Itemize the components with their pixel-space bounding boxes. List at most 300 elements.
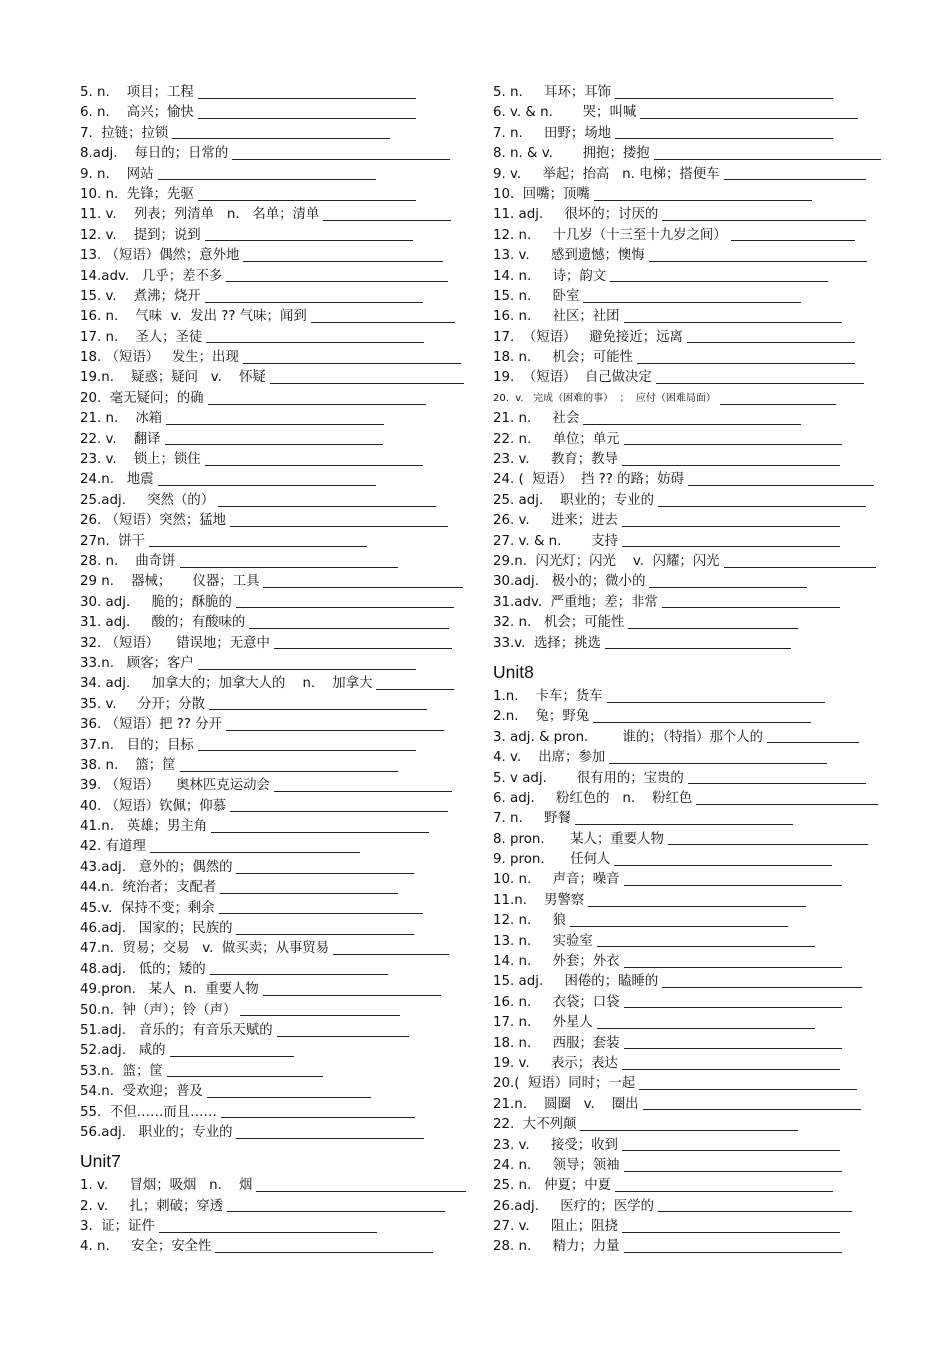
vocab-item: [80, 756, 470, 776]
answer-blank[interactable]: [206, 342, 424, 343]
answer-blank[interactable]: [165, 444, 383, 445]
answer-blank[interactable]: [270, 383, 464, 384]
vocab-prompt: 54.n. 受欢迎；普及: [80, 1084, 203, 1100]
vocab-item: [80, 572, 470, 592]
answer-blank[interactable]: [622, 1232, 840, 1233]
vocab-item: [493, 789, 883, 809]
vocab-item: [493, 267, 883, 287]
vocab-prompt: 8. n. & v. 拥抱；搂抱: [493, 146, 650, 162]
vocab-item: [493, 707, 883, 727]
answer-blank[interactable]: [639, 1089, 857, 1090]
answer-blank[interactable]: [588, 906, 806, 907]
vocab-item: [493, 1237, 883, 1257]
answer-blank[interactable]: [624, 967, 842, 968]
vocab-item: [493, 83, 883, 103]
answer-blank[interactable]: [198, 118, 416, 119]
vocab-item: [493, 972, 883, 992]
vocab-item: [493, 470, 883, 490]
vocab-prompt: 14.adv. 几乎；差不多: [80, 268, 223, 284]
vocab-prompt: 12. v. 提到；说到: [80, 227, 201, 243]
answer-blank[interactable]: [624, 1252, 842, 1253]
vocab-prompt: 42. 有道理: [80, 839, 146, 855]
vocab-item: [80, 307, 470, 327]
vocab-item: [493, 1136, 883, 1156]
vocab-prompt: 48.adj. 低的；矮的: [80, 961, 206, 977]
answer-blank[interactable]: [263, 587, 463, 588]
answer-blank[interactable]: [656, 383, 864, 384]
vocab-item: [80, 1062, 470, 1082]
vocab-prompt: 12. n. 十几岁（十三至十九岁之间）: [493, 227, 727, 243]
vocab-item: [493, 205, 883, 225]
vocab-item: [80, 491, 470, 511]
vocab-prompt: 25. n. 仲夏；中夏: [493, 1178, 612, 1194]
vocab-prompt: 6. n. 高兴；愉快: [80, 105, 194, 121]
vocab-prompt: 11. v. 列表；列清单 n. 名单；清单: [80, 207, 320, 223]
vocab-item: [493, 144, 883, 164]
vocab-item: [80, 715, 470, 735]
vocab-prompt: 45.v. 保持不变；剩余: [80, 900, 215, 916]
answer-blank[interactable]: [207, 1097, 371, 1098]
vocab-prompt: 21. n. 社会: [493, 411, 580, 427]
answer-blank[interactable]: [624, 1048, 842, 1049]
answer-blank[interactable]: [210, 974, 388, 975]
vocab-item: [80, 939, 470, 959]
answer-blank[interactable]: [658, 506, 866, 507]
answer-blank[interactable]: [643, 1109, 861, 1110]
vocab-prompt: 14. n. 外套；外衣: [493, 954, 620, 970]
vocab-item: [493, 1197, 883, 1217]
vocab-prompt: 27. v. & n. 支持: [493, 533, 618, 549]
answer-blank[interactable]: [243, 261, 443, 262]
answer-blank[interactable]: [208, 404, 426, 405]
vocab-item: [80, 124, 470, 144]
vocab-prompt: 55. 不但……而且……: [80, 1104, 217, 1120]
vocab-item: [493, 511, 883, 531]
answer-blank[interactable]: [593, 722, 811, 723]
vocab-prompt: 41.n. 英雄；男主角: [80, 819, 208, 835]
vocab-item: [80, 144, 470, 164]
vocab-item: [80, 205, 470, 225]
answer-blank[interactable]: [637, 363, 855, 364]
answer-blank[interactable]: [597, 1028, 815, 1029]
vocab-item: [493, 287, 883, 307]
vocab-item: [80, 674, 470, 694]
vocab-item: [80, 695, 470, 715]
vocab-prompt: 5. n. 耳环；耳饰: [493, 85, 612, 100]
answer-blank[interactable]: [236, 1138, 424, 1139]
answer-blank[interactable]: [215, 1252, 433, 1253]
vocab-item: [80, 736, 470, 756]
vocab-item: [80, 103, 470, 123]
answer-blank[interactable]: [198, 669, 416, 670]
vocab-prompt: 22. n. 单位；单元: [493, 431, 620, 447]
vocab-item: [80, 817, 470, 837]
answer-blank[interactable]: [583, 424, 801, 425]
vocab-prompt: 11.n. 男警察: [493, 892, 585, 908]
vocab-item: [493, 952, 883, 972]
vocab-item: [493, 1176, 883, 1196]
vocab-prompt: 18. （短语） 发生；出现: [80, 350, 239, 366]
vocab-item: [493, 1074, 883, 1094]
vocab-item: [80, 430, 470, 450]
vocab-item: [493, 185, 883, 205]
vocab-prompt: 37.n. 目的；目标: [80, 737, 194, 753]
answer-blank[interactable]: [658, 1211, 852, 1212]
answer-blank[interactable]: [614, 865, 832, 866]
answer-blank[interactable]: [198, 98, 416, 99]
answer-blank[interactable]: [219, 913, 423, 914]
answer-blank[interactable]: [230, 526, 448, 527]
answer-blank[interactable]: [624, 885, 842, 886]
answer-blank[interactable]: [167, 1076, 323, 1077]
vocab-item: [80, 919, 470, 939]
vocab-prompt: 11. adj. 很坏的；讨厌的: [493, 207, 659, 223]
vocab-item: [493, 613, 883, 633]
vocab-prompt: 24. n. 领导；领袖: [493, 1157, 620, 1173]
answer-blank[interactable]: [622, 1150, 840, 1151]
answer-blank[interactable]: [221, 1117, 415, 1118]
answer-blank[interactable]: [263, 995, 441, 996]
answer-blank[interactable]: [205, 240, 413, 241]
vocab-item: [80, 1217, 470, 1237]
vocab-prompt: 51.adj. 音乐的；有音乐天赋的: [80, 1022, 273, 1038]
vocab-prompt: 43.adj. 意外的；偶然的: [80, 859, 233, 875]
answer-blank[interactable]: [696, 804, 878, 805]
vocab-prompt: 32. （短语） 错误地；无意中: [80, 635, 270, 651]
vocab-prompt: 6. v. & n. 哭；叫喊: [493, 105, 637, 121]
vocab-item: [493, 246, 883, 266]
answer-blank[interactable]: [654, 159, 881, 160]
vocab-prompt: 19.n. 疑惑；疑问 v. 怀疑: [80, 370, 266, 386]
vocab-item: [80, 613, 470, 633]
answer-blank[interactable]: [240, 1015, 400, 1016]
answer-blank[interactable]: [724, 567, 876, 568]
answer-blank[interactable]: [688, 485, 874, 486]
answer-blank[interactable]: [159, 1232, 377, 1233]
vocab-prompt: 30.adj. 极小的；微小的: [493, 574, 646, 590]
vocab-item: [493, 491, 883, 511]
answer-blank[interactable]: [622, 546, 840, 547]
vocab-item: [493, 389, 883, 409]
vocab-prompt: 1.n. 卡车；货车: [493, 688, 603, 704]
unit-heading: Unit8: [493, 661, 534, 682]
vocab-item: [80, 1082, 470, 1102]
vocab-item: [493, 769, 883, 789]
answer-blank[interactable]: [597, 946, 815, 947]
vocab-item: [80, 511, 470, 531]
answer-blank[interactable]: [731, 240, 855, 241]
answer-blank[interactable]: [575, 824, 793, 825]
vocab-item: [493, 1054, 883, 1074]
vocab-prompt: 20. 毫无疑问；的确: [80, 390, 204, 406]
vocab-item: [493, 593, 883, 613]
vocab-item: [493, 409, 883, 429]
vocab-prompt: 53.n. 篮；筐: [80, 1063, 163, 1079]
vocab-item: [80, 287, 470, 307]
vocab-prompt: 13. n. 实验室: [493, 933, 593, 949]
vocab-prompt: 12. n. 狼: [493, 913, 566, 929]
vocab-item: [493, 1013, 883, 1033]
answer-blank[interactable]: [688, 783, 866, 784]
vocab-prompt: 17. n. 外星人: [493, 1015, 593, 1031]
vocab-prompt: 4. v. 出席；参加: [493, 750, 606, 766]
answer-blank[interactable]: [274, 648, 452, 649]
vocab-item: [80, 1001, 470, 1021]
vocab-prompt: 24. ( 短语） 挡 ?? 的路；妨碍: [493, 472, 685, 488]
vocab-prompt: 10. 回嘴；顶嘴: [493, 186, 590, 202]
answer-blank[interactable]: [615, 98, 833, 99]
vocab-item: [493, 1095, 883, 1115]
vocab-prompt: 10. n. 先锋；先驱: [80, 186, 194, 202]
vocab-prompt: 27. v. 阻止；阻挠: [493, 1219, 618, 1235]
vocab-item: [80, 185, 470, 205]
answer-blank[interactable]: [662, 607, 840, 608]
answer-blank[interactable]: [274, 791, 452, 792]
vocab-item: [493, 728, 883, 748]
answer-blank[interactable]: [149, 546, 367, 547]
answer-blank[interactable]: [609, 763, 827, 764]
answer-blank[interactable]: [180, 567, 398, 568]
answer-blank[interactable]: [607, 702, 825, 703]
vocab-prompt: 8. pron. 某人；重要人物: [493, 831, 664, 847]
vocab-item: [80, 1176, 470, 1196]
vocab-item: [493, 870, 883, 890]
answer-blank[interactable]: [376, 689, 454, 690]
answer-blank[interactable]: [649, 261, 867, 262]
vocab-item: [80, 1103, 470, 1123]
vocab-prompt: 7. 拉链；拉锁: [80, 125, 169, 141]
vocab-item: [493, 226, 883, 246]
vocab-item: [80, 593, 470, 613]
answer-blank[interactable]: [668, 844, 868, 845]
vocab-prompt: 18. n. 西服；套装: [493, 1035, 620, 1051]
answer-blank[interactable]: [243, 363, 461, 364]
vocab-item: [80, 328, 470, 348]
vocab-item: [493, 1156, 883, 1176]
vocab-prompt: 16. n. 气味 v. 发出 ?? 气味；闻到: [80, 309, 307, 325]
answer-blank[interactable]: [226, 281, 448, 282]
answer-blank[interactable]: [230, 811, 448, 812]
vocab-prompt: 8.adj. 每日的；日常的: [80, 146, 229, 162]
answer-blank[interactable]: [594, 200, 812, 201]
vocab-item: [493, 1034, 883, 1054]
vocab-item: [493, 891, 883, 911]
vocab-item: [80, 1123, 470, 1143]
vocab-prompt: 7. n. 野餐: [493, 811, 571, 827]
vocab-item: [80, 878, 470, 898]
vocab-prompt: 40. （短语）钦佩；仰慕: [80, 798, 227, 814]
answer-blank[interactable]: [724, 179, 866, 180]
answer-blank[interactable]: [610, 281, 828, 282]
vocab-prompt: 28. n. 精力；力量: [493, 1239, 620, 1255]
vocab-item: [80, 532, 470, 552]
vocab-item: [493, 911, 883, 931]
answer-blank[interactable]: [624, 444, 842, 445]
answer-blank[interactable]: [256, 1191, 466, 1192]
vocab-prompt: 18. n. 机会；可能性: [493, 350, 633, 366]
answer-blank[interactable]: [583, 302, 801, 303]
answer-blank[interactable]: [323, 220, 451, 221]
vocab-prompt: 15. n. 卧室: [493, 288, 580, 304]
vocab-prompt: 26. v. 进来；进去: [493, 513, 618, 529]
answer-blank[interactable]: [687, 342, 855, 343]
vocab-prompt: 22. 大不列颠: [493, 1117, 577, 1133]
answer-blank[interactable]: [311, 322, 455, 323]
answer-blank[interactable]: [640, 118, 858, 119]
vocab-item: [493, 328, 883, 348]
answer-blank[interactable]: [170, 1056, 294, 1057]
answer-blank[interactable]: [624, 1171, 842, 1172]
answer-blank[interactable]: [580, 1130, 798, 1131]
answer-blank[interactable]: [158, 485, 376, 486]
vocab-item: [80, 450, 470, 470]
vocab-prompt: 25. adj. 职业的；专业的: [493, 492, 654, 508]
vocab-prompt: 26.adj. 医疗的；医学的: [493, 1198, 654, 1214]
vocab-prompt: 13. （短语）偶然；意外地: [80, 248, 240, 264]
vocab-prompt: 26. （短语）突然；猛地: [80, 513, 227, 529]
vocab-prompt: 31. adj. 酸的；有酸味的: [80, 615, 246, 631]
vocab-item: [80, 654, 470, 674]
vocab-prompt: 56.adj. 职业的；专业的: [80, 1124, 233, 1140]
answer-blank[interactable]: [218, 506, 436, 507]
vocab-item: [493, 307, 883, 327]
answer-blank[interactable]: [720, 404, 836, 405]
answer-blank[interactable]: [767, 742, 859, 743]
answer-blank[interactable]: [624, 322, 842, 323]
vocab-item: [80, 226, 470, 246]
vocab-item: [80, 409, 470, 429]
answer-blank[interactable]: [615, 138, 833, 139]
answer-blank[interactable]: [198, 750, 416, 751]
answer-blank[interactable]: [249, 628, 449, 629]
answer-blank[interactable]: [662, 987, 862, 988]
answer-blank[interactable]: [226, 730, 444, 731]
vocab-item: [80, 1197, 470, 1217]
vocab-prompt: 23. v. 锁上；锁住: [80, 452, 201, 468]
answer-blank[interactable]: [198, 200, 416, 201]
vocab-prompt: 7. n. 田野；场地: [493, 125, 612, 141]
answer-blank[interactable]: [205, 302, 423, 303]
vocab-prompt: 27n. 饼干: [80, 533, 146, 549]
vocab-prompt: 3. 证；证件: [80, 1219, 155, 1235]
answer-blank[interactable]: [232, 159, 450, 160]
vocab-item: [493, 993, 883, 1013]
vocab-item: [80, 899, 470, 919]
vocab-prompt: 19. （短语） 自己做决定: [493, 370, 652, 386]
vocab-prompt: 47.n. 贸易；交易 v. 做买卖；从事贸易: [80, 941, 330, 957]
answer-blank[interactable]: [220, 893, 398, 894]
vocab-item: [493, 634, 883, 654]
vocab-prompt: 5. n. 项目；工程: [80, 85, 194, 100]
answer-blank[interactable]: [211, 832, 429, 833]
vocab-prompt: 17. （短语） 避免接近；远离: [493, 329, 683, 345]
vocab-item: [493, 103, 883, 123]
vocab-item: [493, 1115, 883, 1135]
vocab-prompt: 9. pron. 任何人: [493, 852, 611, 868]
answer-blank[interactable]: [622, 526, 840, 527]
answer-blank[interactable]: [622, 465, 840, 466]
vocab-item: [80, 389, 470, 409]
vocab-prompt: 46.adj. 国家的；民族的: [80, 921, 233, 937]
vocab-prompt: 25.adj. 突然（的）: [80, 492, 215, 508]
vocab-prompt: 50.n. 钟（声）；铃（声）: [80, 1002, 237, 1018]
answer-blank[interactable]: [649, 587, 807, 588]
vocab-prompt: 23. v. 接受；收到: [493, 1137, 618, 1153]
vocab-item: [80, 1041, 470, 1061]
answer-blank[interactable]: [277, 1036, 409, 1037]
answer-blank[interactable]: [158, 179, 376, 180]
vocab-item: [80, 776, 470, 796]
answer-blank[interactable]: [570, 926, 788, 927]
vocab-item: [493, 450, 883, 470]
vocab-prompt: 10. n. 声音；噪音: [493, 872, 620, 888]
answer-blank[interactable]: [209, 709, 427, 710]
vocab-prompt: 23. v. 教育；教导: [493, 452, 618, 468]
answer-blank[interactable]: [227, 1211, 445, 1212]
vocab-prompt: 14. n. 诗；韵文: [493, 268, 607, 284]
vocab-prompt: 9. n. 网站: [80, 166, 154, 182]
answer-blank[interactable]: [662, 220, 866, 221]
answer-blank[interactable]: [236, 873, 414, 874]
vocab-item: [493, 552, 883, 572]
vocab-prompt: 36. （短语）把 ?? 分开: [80, 717, 223, 733]
vocab-prompt: 13. v. 感到遗憾；懊悔: [493, 248, 645, 264]
vocab-prompt: 22. v. 翻译: [80, 431, 161, 447]
answer-blank[interactable]: [605, 648, 791, 649]
vocab-item: [493, 748, 883, 768]
answer-blank[interactable]: [624, 1007, 842, 1008]
vocab-item: [80, 960, 470, 980]
vocab-item: [493, 165, 883, 185]
right-column: [493, 83, 883, 1258]
answer-blank[interactable]: [333, 954, 449, 955]
vocab-prompt: 2. v. 扎；刺破；穿透: [80, 1198, 224, 1214]
vocab-prompt: 29.n. 闪光灯；闪光 v. 闪耀；闪光: [493, 553, 720, 569]
vocab-prompt: 34. adj. 加拿大的；加拿大人的 n. 加拿大: [80, 676, 373, 692]
vocab-prompt: 24.n. 地震: [80, 472, 154, 488]
unit-heading: Unit7: [80, 1151, 121, 1172]
vocab-item: [80, 246, 470, 266]
vocab-prompt: 28. n. 曲奇饼: [80, 553, 176, 569]
answer-blank[interactable]: [205, 465, 423, 466]
answer-blank[interactable]: [236, 934, 414, 935]
answer-blank[interactable]: [166, 424, 384, 425]
vocab-prompt: 5. v adj. 很有用的；宝贵的: [493, 770, 684, 786]
vocab-item: [80, 980, 470, 1000]
vocab-prompt: 19. v. 表示；表达: [493, 1055, 618, 1071]
vocab-prompt: 17. n. 圣人；圣徒: [80, 329, 203, 345]
answer-blank[interactable]: [180, 771, 398, 772]
answer-blank[interactable]: [622, 1069, 840, 1070]
vocab-item: [80, 348, 470, 368]
answer-blank[interactable]: [628, 628, 798, 629]
vocab-item: [493, 124, 883, 144]
vocab-prompt: 52.adj. 咸的: [80, 1043, 166, 1059]
answer-blank[interactable]: [172, 138, 390, 139]
vocab-prompt: 44.n. 统治者；支配者: [80, 880, 217, 896]
vocab-item: [80, 552, 470, 572]
answer-blank[interactable]: [236, 607, 454, 608]
vocab-item: [493, 368, 883, 388]
vocab-prompt: 9. v. 举起；抬高 n. 电梯；搭便车: [493, 166, 720, 182]
answer-blank[interactable]: [615, 1191, 833, 1192]
vocab-item: [80, 797, 470, 817]
vocab-prompt: 33.n. 顾客；客户: [80, 655, 194, 671]
vocab-prompt: 32. n. 机会；可能性: [493, 615, 625, 631]
vocab-prompt: 38. n. 篮；筐: [80, 757, 176, 773]
answer-blank[interactable]: [150, 852, 360, 853]
left-column: [80, 83, 470, 1258]
